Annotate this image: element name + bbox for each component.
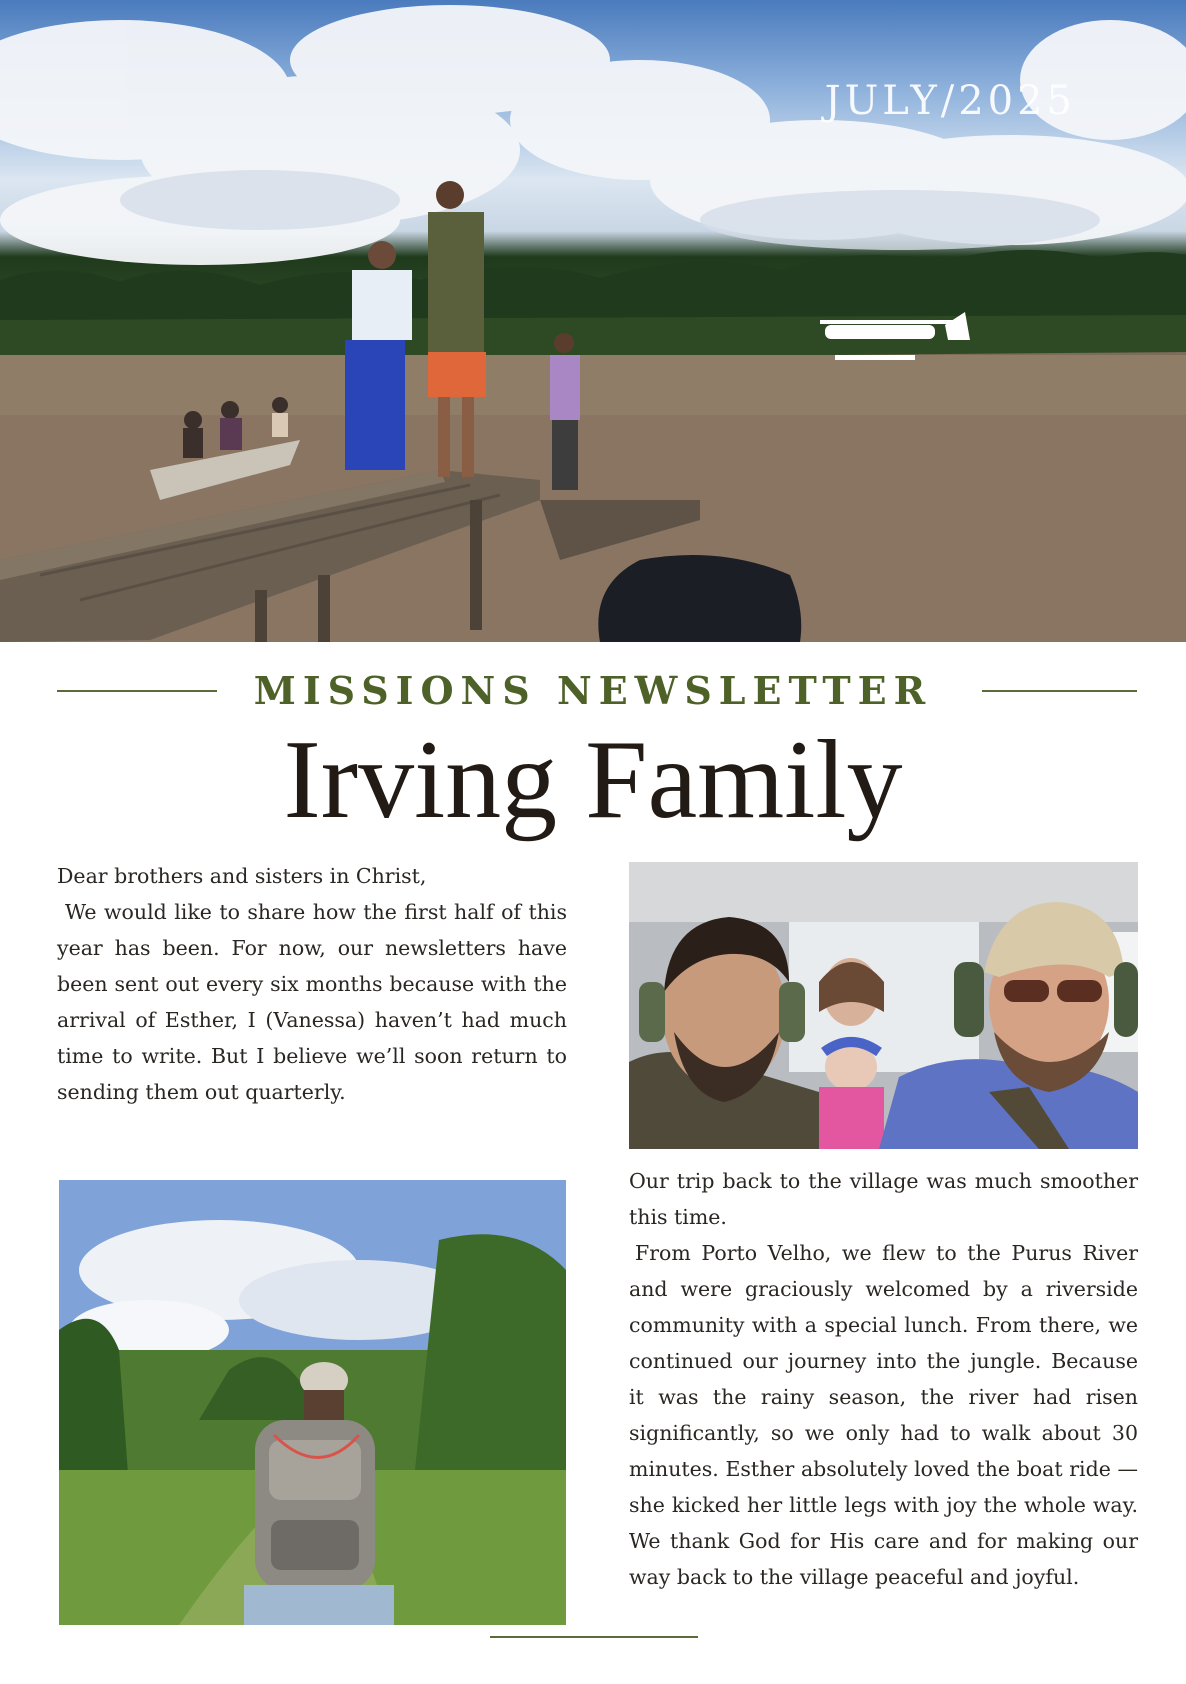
trip-lead: Our trip back to the village was much smoother this time.	[629, 1169, 1138, 1229]
newsletter-kicker: MISSIONS NEWSLETTER	[253, 668, 933, 713]
newsletter-date: JULY/2025	[824, 78, 1076, 124]
cockpit-family-photo	[629, 862, 1138, 1149]
intro-paragraph	[57, 858, 567, 1110]
family-name-title: Irving Family	[283, 718, 903, 842]
trip-paragraph	[629, 1163, 1138, 1595]
cockpit-scene	[629, 862, 1138, 1149]
trip-body: From Porto Velho, we flew to the Purus River and were graciously welcomed by a riverside community with a special lunch. From there, we continued our journey into the jungle. Because it was the rainy season, the river had risen significantly, so we only had to walk about 30 minutes. Esther absolutely loved the boat ride — she kicked her little legs with joy the whole way. We thank God for His care and for making our way back to the village peaceful and joyful.	[629, 1241, 1138, 1589]
intro-body: We would like to share how the first half of this year has been. For now, our newsletters have been sent out every six months because with the arrival of Esther, I (Vanessa) haven’t had much time to write. But I believe we’ll soon return to sending them out quarterly.	[57, 900, 567, 1104]
jungle-trail-scene	[59, 1180, 566, 1625]
footer-rule	[490, 1636, 698, 1638]
jungle-trail-photo	[59, 1180, 566, 1625]
intro-greeting: Dear brothers and sisters in Christ,	[57, 864, 427, 888]
hero-photo	[0, 0, 1186, 642]
